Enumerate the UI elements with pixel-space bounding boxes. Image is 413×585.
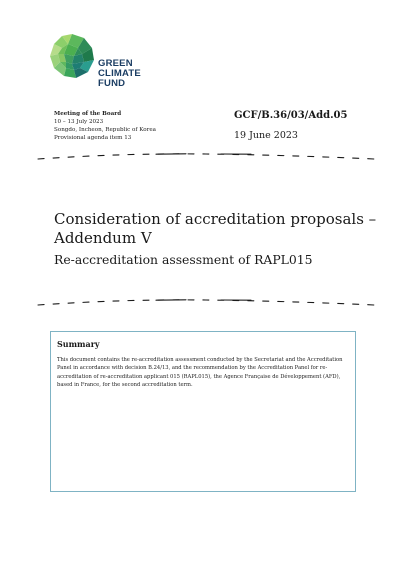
logo-line-climate: CLIMATE — [98, 68, 141, 79]
meeting-location: Songdo, Incheon, Republic of Korea — [54, 127, 156, 133]
logo-line-green: GREEN — [98, 58, 133, 69]
gcf-globe-icon — [48, 32, 96, 80]
document-subtitle: Re-accreditation assessment of RAPL015 — [54, 252, 313, 267]
document-date: 19 June 2023 — [234, 130, 298, 141]
gcf-logo — [48, 32, 158, 92]
wavy-divider-top — [36, 150, 376, 162]
summary-heading: Summary — [57, 339, 100, 349]
document-title: Consideration of accreditation proposals – Addendum V — [54, 210, 377, 247]
wavy-divider-bottom — [36, 296, 376, 308]
meeting-info — [54, 110, 156, 142]
summary-box — [50, 331, 356, 492]
meeting-dates: 10 – 13 July 2023 — [54, 119, 104, 125]
meeting-agenda: Provisional agenda item 13 — [54, 135, 132, 141]
logo-wordmark — [98, 59, 141, 89]
meeting-heading: Meeting of the Board — [54, 111, 122, 117]
logo-line-fund: FUND — [98, 78, 126, 89]
summary-body: This document contains the re-accreditation assessment conducted by the Secretariat and the Accreditation Panel in accordance with decision B.24/13, and the recommendation by the Accreditation Panel for re-accreditation of re-accreditation applicant 015 (RAPL015), the Agence Française de Développement (AFD), based in France, for the second accreditation term. — [57, 357, 343, 389]
document-code: GCF/B.36/03/Add.05 — [234, 110, 348, 121]
